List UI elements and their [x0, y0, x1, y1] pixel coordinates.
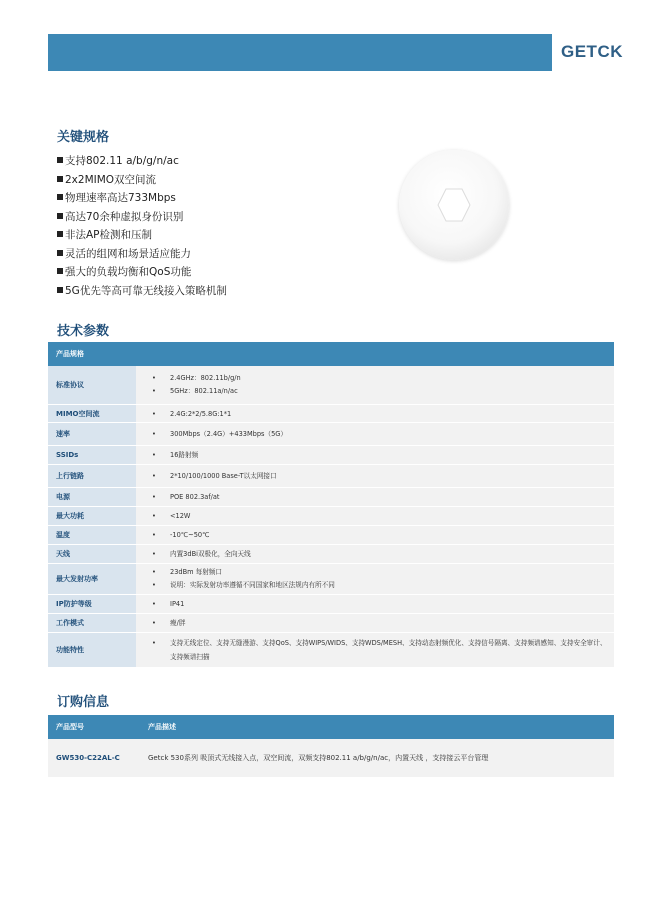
spec-value-text: 支持无线定位、支持无缝漫游、支持QoS、支持WIPS/WIDS、支持WDS/MESH、支持动态射频优化、支持信号隔离、支持频谱感知、支持安全审计、支持频谱扫描 [170, 639, 607, 661]
spec-value-text: <12W [170, 512, 191, 520]
spec-value [136, 405, 614, 422]
bullet-dot-icon: • [152, 493, 156, 501]
spec-value-text: 2.4G:2*2/5.8G:1*1 [170, 409, 232, 418]
spec-value [136, 614, 614, 632]
key-spec-text: 强大的负载均衡和QoS功能 [65, 266, 192, 278]
spec-row [48, 488, 614, 507]
spec-row [48, 446, 614, 465]
spec-key: SSIDs [48, 446, 136, 464]
spec-row [48, 423, 614, 446]
key-specs-title: 关键规格 [57, 130, 110, 145]
spec-key: 最大发射功率 [48, 564, 136, 594]
bullet-dot-icon: • [152, 472, 156, 480]
spec-value-text: 300Mbps（2.4G）+433Mbps（5G） [170, 430, 287, 438]
bullet-dot-icon: • [152, 512, 156, 520]
spec-value-text: 2*10/100/1000 Base-T以太网接口 [170, 472, 277, 480]
ordering-desc: Getck 530系列 吸顶式无线接入点，双空间流，双频支持802.11 a/b/g/n/ac，内置天线 ，支持接云平台管理 [148, 754, 489, 762]
tech-params-header: 产品规格 [48, 342, 614, 366]
key-spec-text: 灵活的组网和场景适应能力 [65, 247, 191, 260]
bullet-dot-icon: • [152, 619, 156, 627]
header-bar [48, 34, 552, 71]
spec-row [48, 614, 614, 633]
spec-value-text: 23dBm 每射频口 [170, 568, 222, 576]
spec-value-text: 瘦/胖 [170, 619, 186, 627]
spec-row [48, 595, 614, 614]
spec-row [48, 465, 614, 488]
key-spec-text: 非法AP检测和压制 [65, 229, 153, 241]
spec-key: 上行链路 [48, 465, 136, 487]
spec-value-text: -10℃~50℃ [170, 531, 210, 539]
bullet-dot-icon: • [152, 531, 156, 539]
ordering-col-desc: 产品描述 [148, 723, 176, 731]
key-spec-text: 支持802.11 a/b/g/n/ac [65, 155, 179, 167]
square-bullet-icon [57, 213, 63, 219]
spec-key: 工作模式 [48, 614, 136, 632]
brand-logo: GETCK [561, 42, 623, 61]
spec-value-text: 内置3dBi双极化，全向天线 [170, 550, 251, 558]
spec-key: 温度 [48, 526, 136, 544]
spec-value-text: 2.4GHz：802.11b/g/n [170, 374, 241, 382]
spec-row [48, 366, 614, 405]
spec-value-text: 5GHz：802.11a/n/ac [170, 387, 238, 395]
key-spec-item [57, 263, 227, 282]
ordering-col-model: 产品型号 [56, 723, 84, 731]
spec-key: 天线 [48, 545, 136, 563]
square-bullet-icon [57, 268, 63, 274]
key-spec-item [57, 152, 227, 171]
square-bullet-icon [57, 194, 63, 200]
square-bullet-icon [57, 231, 63, 237]
key-spec-item [57, 171, 227, 190]
key-spec-item [57, 189, 227, 208]
spec-key: 最大功耗 [48, 507, 136, 525]
bullet-dot-icon: • [152, 430, 156, 438]
spec-key: MIMO空间流 [48, 405, 136, 422]
ordering-title: 订购信息 [57, 695, 110, 710]
spec-value-text: POE 802.3af/at [170, 493, 220, 501]
spec-value-text: 16路射频 [170, 451, 199, 459]
product-image [399, 150, 509, 260]
spec-key: IP防护等级 [48, 595, 136, 613]
spec-value-text: IP41 [170, 600, 185, 608]
ordering-model: GW530-C22AL-C [56, 754, 120, 762]
square-bullet-icon [57, 176, 63, 182]
spec-row [48, 633, 614, 668]
ordering-row [48, 739, 614, 777]
key-spec-text: 2x2MIMO双空间流 [65, 173, 157, 186]
spec-key: 标准协议 [48, 366, 136, 404]
spec-value [136, 465, 614, 487]
key-spec-item [57, 245, 227, 264]
tech-params-title: 技术参数 [57, 324, 110, 339]
bullet-dot-icon: • [152, 639, 156, 647]
key-specs-list [57, 152, 227, 300]
spec-value [136, 564, 614, 594]
bullet-dot-icon: • [152, 374, 156, 382]
key-spec-item [57, 226, 227, 245]
hexagon-logo-icon [434, 185, 474, 225]
spec-row [48, 405, 614, 423]
spec-value [136, 507, 614, 525]
bullet-dot-icon: • [152, 581, 156, 589]
spec-row [48, 507, 614, 526]
spec-row [48, 545, 614, 564]
spec-value [136, 633, 614, 667]
bullet-dot-icon: • [152, 600, 156, 608]
spec-value [136, 526, 614, 544]
spec-key: 电源 [48, 488, 136, 506]
bullet-dot-icon: • [152, 451, 156, 459]
spec-value [136, 446, 614, 464]
key-spec-text: 高达70余种虚拟身份识别 [65, 210, 184, 223]
spec-value [136, 423, 614, 445]
square-bullet-icon [57, 250, 63, 256]
spec-value [136, 595, 614, 613]
spec-key: 速率 [48, 423, 136, 445]
square-bullet-icon [57, 287, 63, 293]
square-bullet-icon [57, 157, 63, 163]
spec-row [48, 564, 614, 595]
ordering-table [48, 715, 614, 777]
spec-value [136, 545, 614, 563]
key-spec-item [57, 208, 227, 227]
tech-params-table [48, 342, 614, 668]
key-spec-item [57, 282, 227, 301]
bullet-dot-icon: • [152, 409, 156, 418]
key-spec-text: 5G优先等高可靠无线接入策略机制 [65, 284, 227, 297]
bullet-dot-icon: • [152, 568, 156, 576]
spec-row [48, 526, 614, 545]
spec-value [136, 366, 614, 404]
spec-value-text: 说明：实际发射功率遵循不同国家和地区法规内有所不同 [170, 581, 335, 589]
spec-key: 功能特性 [48, 633, 136, 667]
ordering-header-row [48, 715, 614, 739]
bullet-dot-icon: • [152, 550, 156, 558]
spec-value [136, 488, 614, 506]
bullet-dot-icon: • [152, 387, 156, 395]
key-spec-text: 物理速率高达733Mbps [65, 192, 176, 204]
